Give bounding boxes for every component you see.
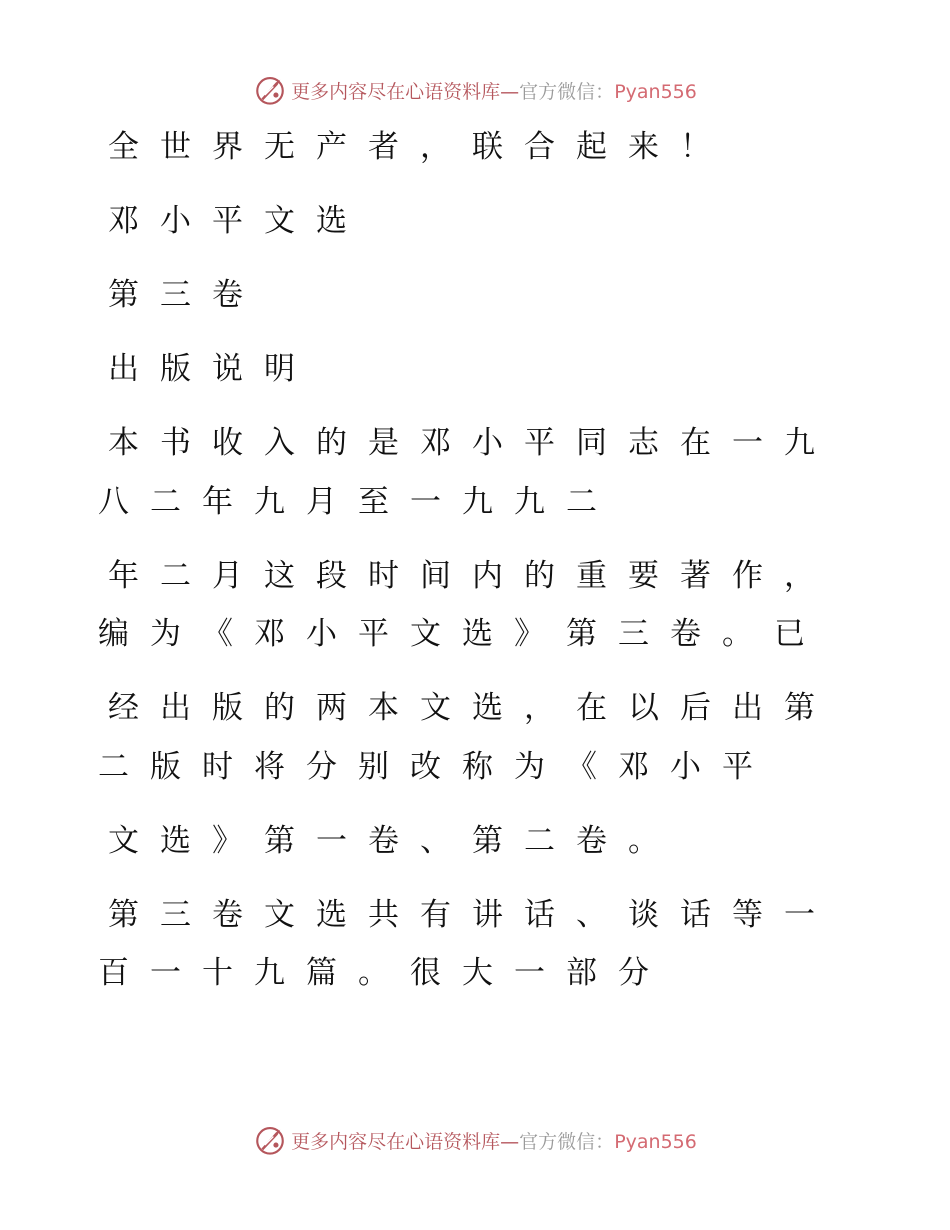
footer-watermark (0, 1120, 950, 1160)
section-heading: 出版说明 (108, 351, 316, 387)
slogan-line: 全世界无产者，联合起来！ (108, 129, 732, 165)
body-line: 第三卷文选共有讲话、谈话等一 (108, 897, 836, 933)
watermark-separator: — (500, 1130, 520, 1153)
watermark-wechat-id: Pyan556 (614, 80, 697, 103)
watermark-text (291, 1127, 697, 1154)
pen-nib-circle-icon (253, 73, 287, 107)
body-line: 经出版的两本文选，在以后出第 (108, 690, 836, 726)
body-line: 八二年九月至一九九二 (98, 484, 618, 520)
watermark-text (291, 77, 697, 104)
body-line: 年二月这段时间内的重要著作， (108, 558, 836, 594)
volume-title: 第三卷 (108, 277, 264, 313)
body-line: 文选》第一卷、第二卷。 (108, 823, 680, 859)
watermark-separator: — (500, 80, 520, 103)
body-line: 本书收入的是邓小平同志在一九 (108, 425, 836, 461)
watermark-main-text: 更多内容尽在心语资料库 (291, 1130, 501, 1153)
pen-nib-circle-icon (253, 1123, 287, 1157)
body-line: 编为《邓小平文选》第三卷。已 (98, 616, 826, 652)
watermark-wechat-label: 官方微信： (519, 80, 615, 103)
body-line: 百一十九篇。很大一部分 (98, 955, 670, 991)
watermark-main-text: 更多内容尽在心语资料库 (291, 80, 501, 103)
body-line: 二版时将分别改称为《邓小平 (98, 749, 774, 785)
header-watermark (0, 70, 950, 110)
watermark-wechat-label: 官方微信： (519, 1130, 615, 1153)
book-title: 邓小平文选 (108, 203, 368, 239)
watermark-wechat-id: Pyan556 (614, 1130, 697, 1153)
